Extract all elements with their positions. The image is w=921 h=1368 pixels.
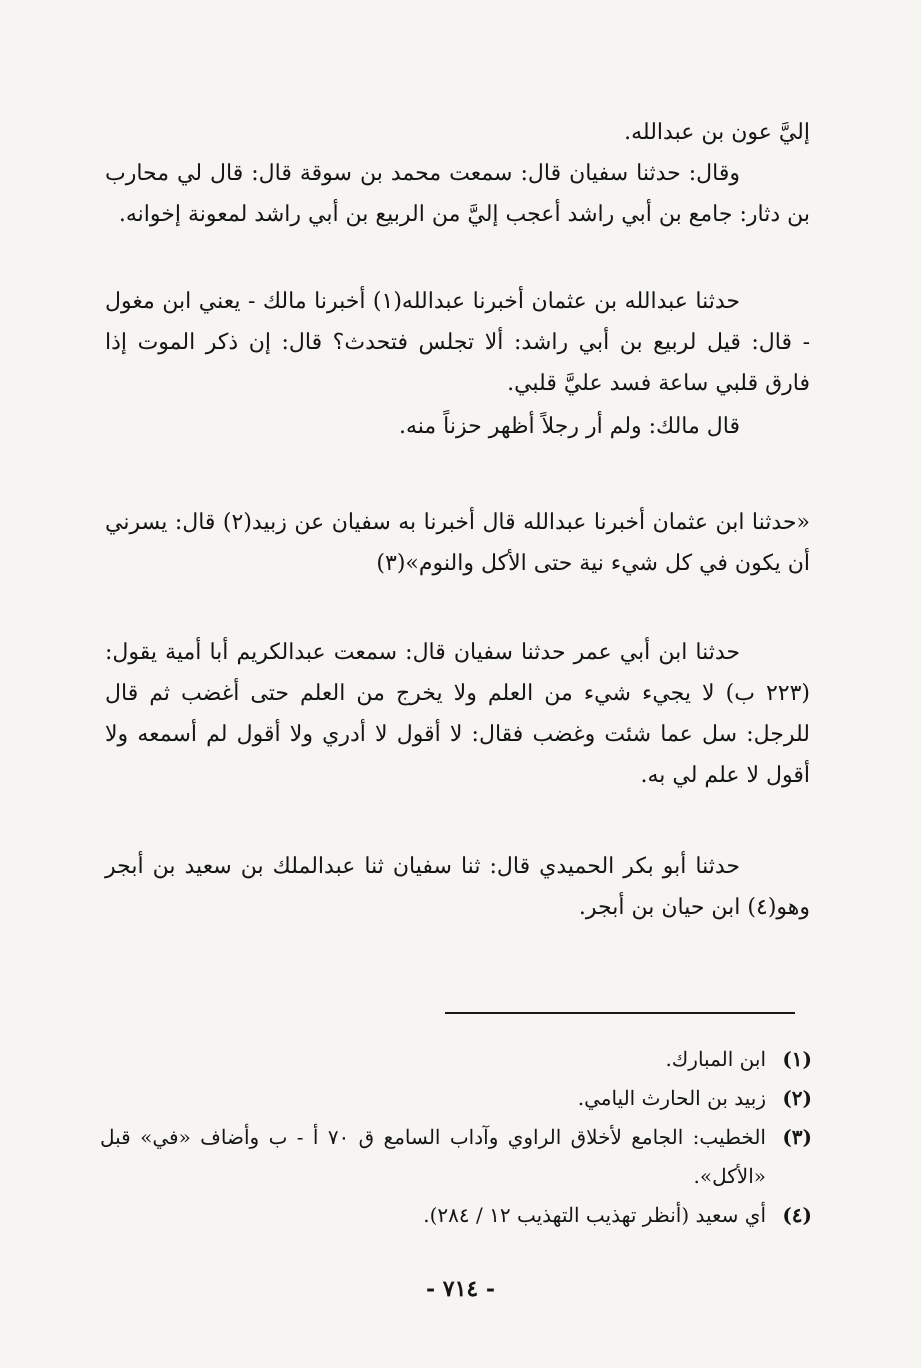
paragraph-6: حدثنا ابن أبي عمر حدثنا سفيان قال: سمعت عبدالكريم أبا أمية يقول: (٢٢٣ ب) لا يجيء شيء من العلم ولا يخرج من العلم حتى أغضب ثم قال للرجل: سل عما شئت وغضب فقال: لا أقول لا أدري ولا أقول لم أسمعه ولا أقول لا علم لي به. xyxy=(105,640,810,788)
footnote-number: (٢) xyxy=(782,1086,812,1110)
footnote-text: ابن المبارك. xyxy=(665,1047,766,1071)
paragraph-2: وقال: حدثنا سفيان قال: سمعت محمد بن سوقة قال: قال لي محارب بن دثار: جامع بن أبي راشد أعجب إليَّ من الربيع بن أبي راشد لمعونة إخوانه. xyxy=(105,161,810,227)
paragraph-4: قال مالك: ولم أر رجلاً أظهر حزناً منه. xyxy=(398,414,740,439)
footnote-number: (٤) xyxy=(782,1203,812,1227)
page-number: - ٧١٤ - xyxy=(425,1276,496,1302)
footnote-text: زبيد بن الحارث اليامي. xyxy=(577,1086,766,1110)
footnote-4 xyxy=(100,1196,812,1235)
footnote-3 xyxy=(100,1118,812,1196)
footnote-number: (٣) xyxy=(782,1125,812,1149)
footnote-2 xyxy=(100,1079,812,1118)
paragraph-3: حدثنا عبدالله بن عثمان أخبرنا عبدالله(١) أخبرنا مالك - يعني ابن مغول - قال: قيل لربيع بن أبي راشد: ألا تجلس فتحدث؟ قال: إن ذكر الموت إذا فارق قلبي ساعة فسد عليَّ قلبي. xyxy=(105,289,811,396)
paragraph-7: حدثنا أبو بكر الحميدي قال: ثنا سفيان ثنا عبدالملك بن سعيد بن أبجر وهو(٤) ابن حيان بن أبجر. xyxy=(105,854,810,920)
footnote-text: الخطيب: الجامع لأخلاق الراوي وآداب السامع ق ٧٠ أ - ب وأضاف «في» قبل «الأكل». xyxy=(100,1125,766,1188)
footnote-text: أي سعيد (أنظر تهذيب التهذيب ١٢ / ٢٨٤). xyxy=(423,1203,766,1227)
footnote-number: (١) xyxy=(782,1047,812,1071)
paragraph-5: «حدثنا ابن عثمان أخبرنا عبدالله قال أخبرنا به سفيان عن زبيد(٢) قال: يسرني أن يكون في كل شيء نية حتى الأكل والنوم»(٣) xyxy=(105,510,810,576)
footnote-separator xyxy=(445,1012,795,1014)
paragraph-1: إليَّ عون بن عبدالله. xyxy=(624,120,810,145)
footnote-1 xyxy=(100,1040,812,1079)
footnotes xyxy=(100,1040,812,1235)
